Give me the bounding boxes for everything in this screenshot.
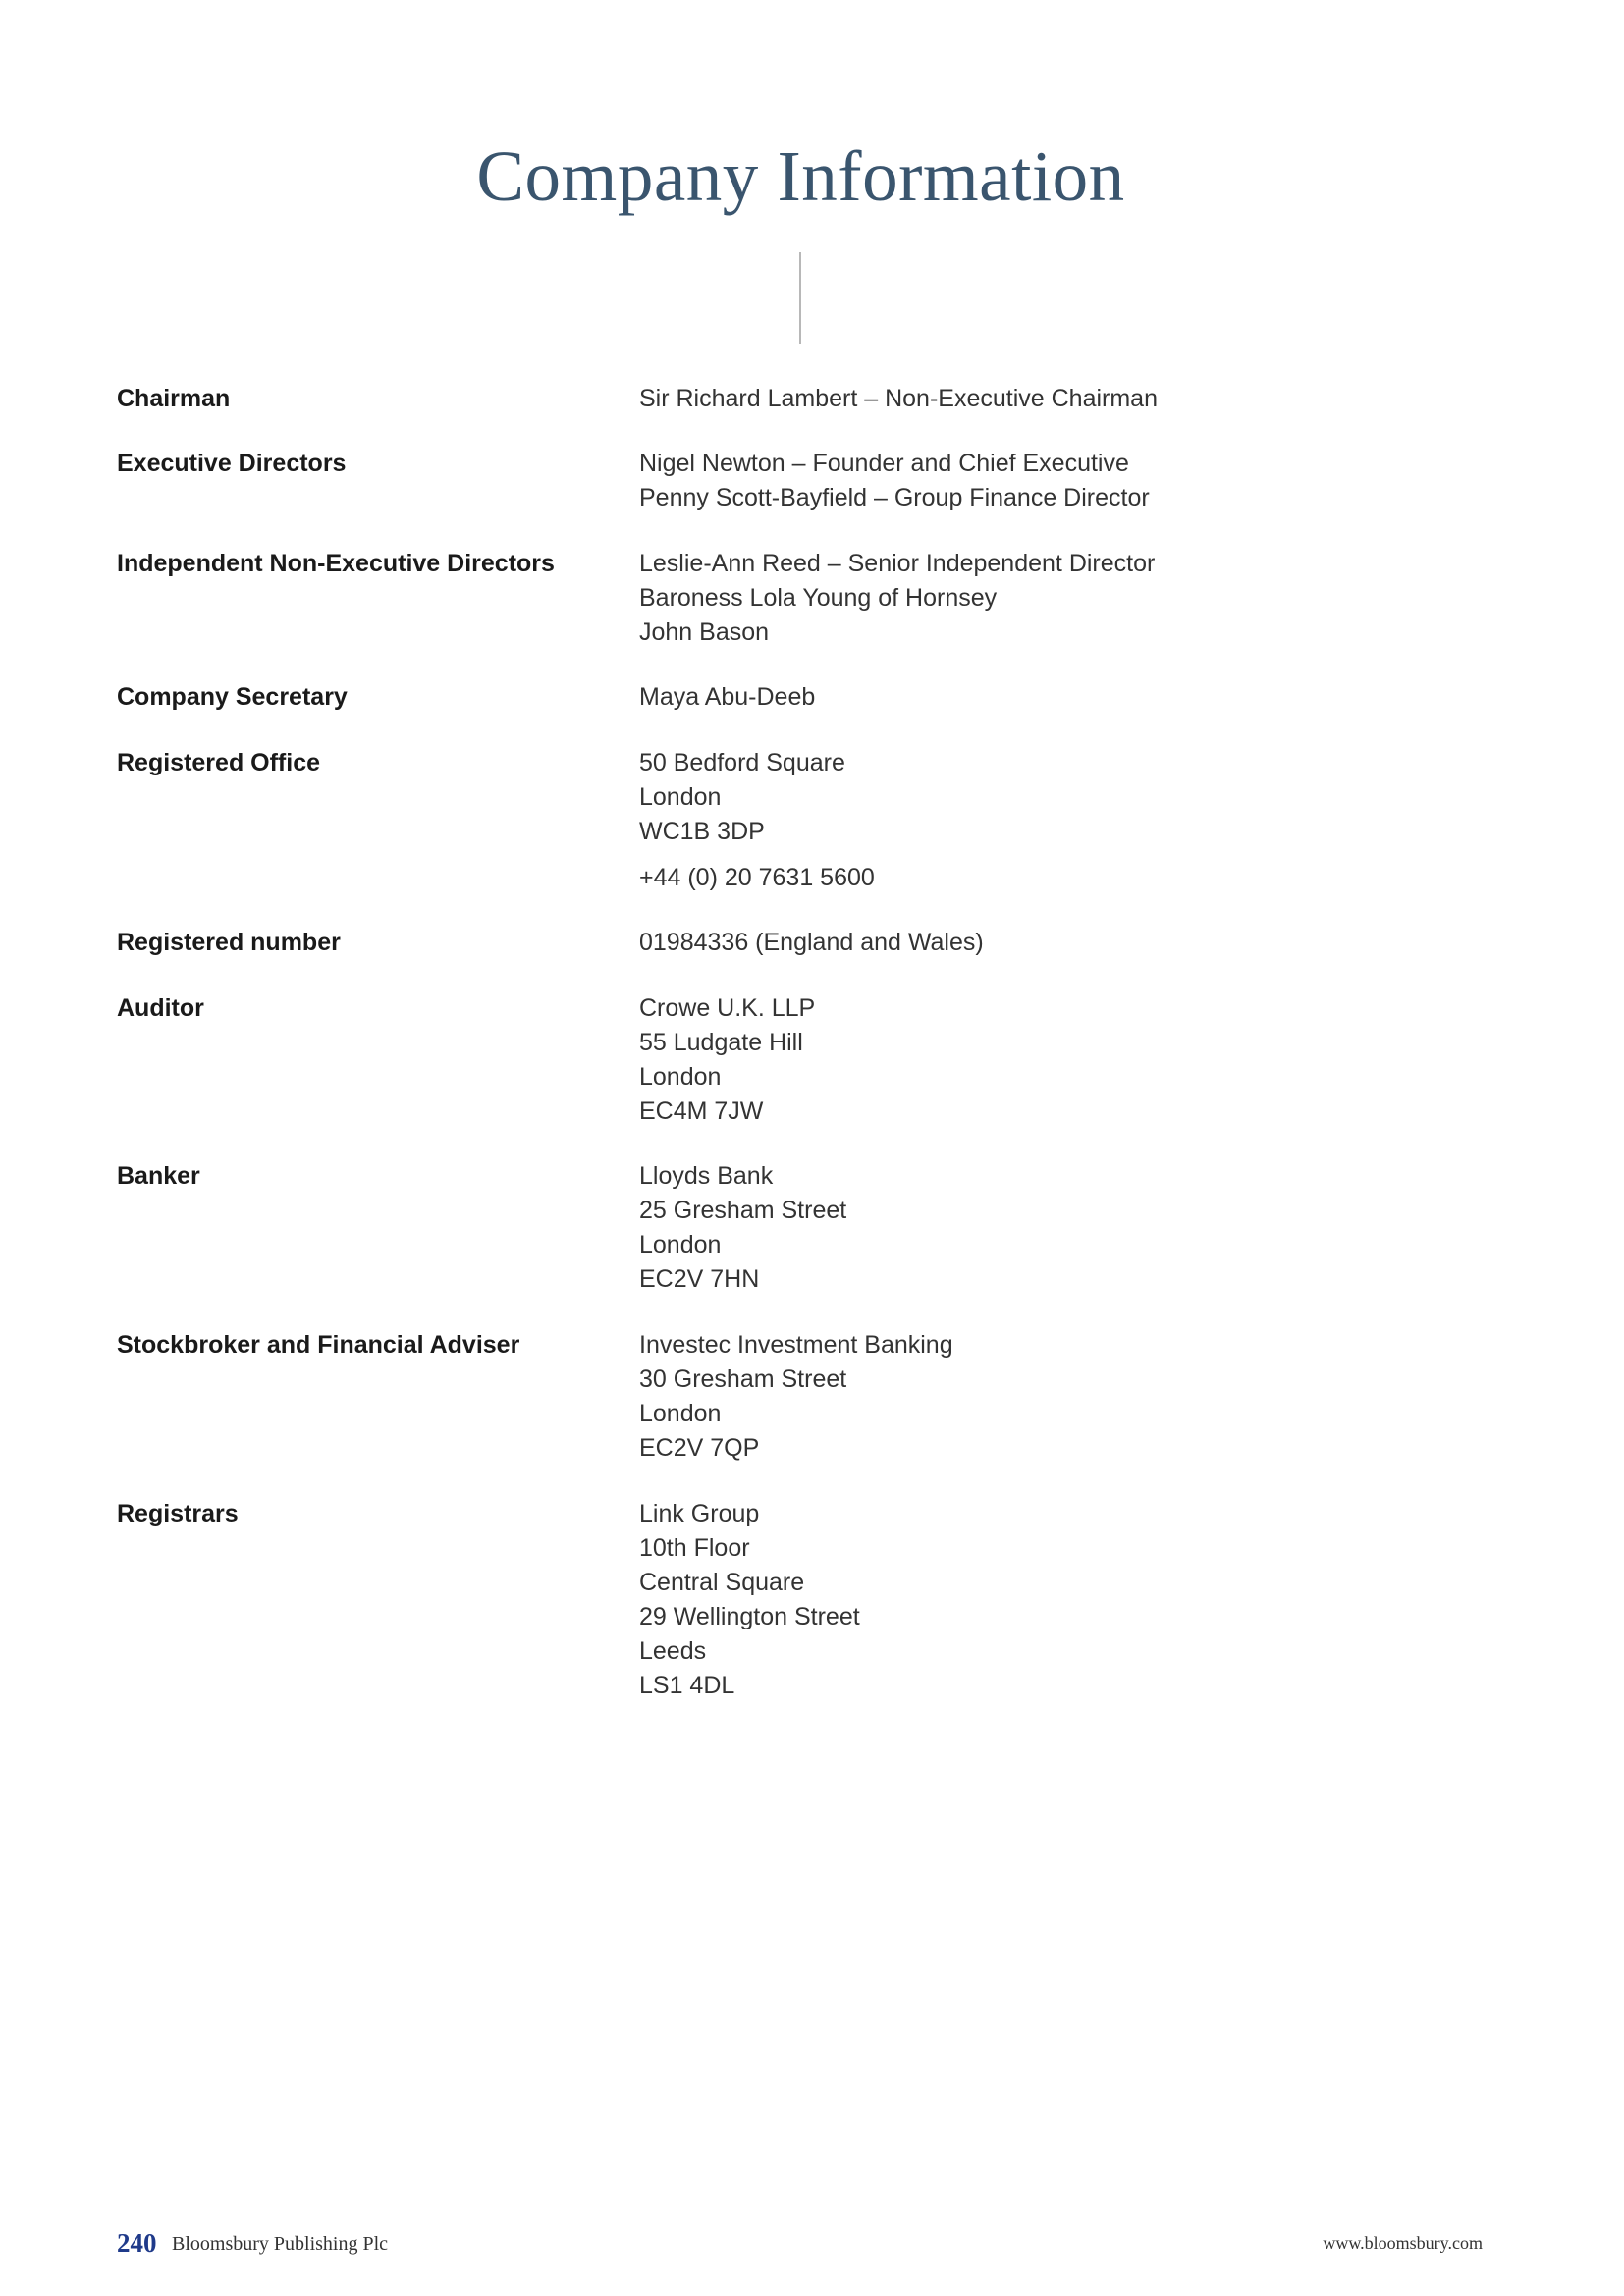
value-line: 10th Floor xyxy=(639,1534,750,1562)
section-values xyxy=(639,447,1150,515)
section-label: Registered Office xyxy=(117,749,321,776)
value-line: 50 Bedford Square xyxy=(639,749,845,776)
value-line: EC2V 7QP xyxy=(639,1434,760,1462)
value-line: London xyxy=(639,783,722,811)
value-line: 29 Wellington Street xyxy=(639,1603,860,1630)
value-line: EC4M 7JW xyxy=(639,1097,764,1125)
section-label: Registered number xyxy=(117,929,341,956)
value-line: Leeds xyxy=(639,1637,707,1665)
page-title: Company Information xyxy=(476,136,1125,216)
section-values xyxy=(639,1159,846,1297)
section-label: Executive Directors xyxy=(117,450,347,477)
section-values xyxy=(639,746,875,895)
value-line: 25 Gresham Street xyxy=(639,1197,847,1224)
value-line: Investec Investment Banking xyxy=(639,1331,953,1359)
value-line: Link Group xyxy=(639,1500,760,1527)
value-line: LS1 4DL xyxy=(639,1672,735,1699)
section-label: Registrars xyxy=(117,1500,239,1527)
section-label: Chairman xyxy=(117,385,231,412)
section-values xyxy=(639,547,1155,650)
section-label: Auditor xyxy=(117,994,204,1022)
value-line: London xyxy=(639,1063,722,1091)
value-line: 55 Ludgate Hill xyxy=(639,1029,803,1056)
footer-website: www.bloomsbury.com xyxy=(1323,2233,1483,2253)
value-line: Nigel Newton – Founder and Chief Executive xyxy=(639,450,1129,477)
section-values xyxy=(639,382,1158,416)
value-line: Baroness Lola Young of Hornsey xyxy=(639,584,998,612)
phone-number: +44 (0) 20 7631 5600 xyxy=(639,864,875,891)
value-line: 01984336 (England and Wales) xyxy=(639,929,984,956)
footer-company-name: Bloomsbury Publishing Plc xyxy=(172,2233,389,2255)
value-line: Maya Abu-Deeb xyxy=(639,683,816,711)
value-line: Crowe U.K. LLP xyxy=(639,994,816,1022)
value-line: 30 Gresham Street xyxy=(639,1365,847,1393)
value-line: WC1B 3DP xyxy=(639,818,765,845)
value-line: John Bason xyxy=(639,618,770,646)
page-number: 240 xyxy=(117,2228,157,2258)
value-line: Sir Richard Lambert – Non-Executive Chairman xyxy=(639,385,1158,412)
section-values xyxy=(639,926,984,960)
value-line: London xyxy=(639,1400,722,1427)
title-divider xyxy=(799,252,801,344)
section-label: Banker xyxy=(117,1162,200,1190)
section-values xyxy=(639,1328,953,1466)
value-line: Lloyds Bank xyxy=(639,1162,774,1190)
value-line: EC2V 7HN xyxy=(639,1265,760,1293)
value-line: Penny Scott-Bayfield – Group Finance Director xyxy=(639,484,1150,511)
section-label: Company Secretary xyxy=(117,683,348,711)
section-values xyxy=(639,1497,860,1703)
value-line: London xyxy=(639,1231,722,1258)
section-label: Independent Non-Executive Directors xyxy=(117,550,555,577)
value-line: Central Square xyxy=(639,1569,805,1596)
section-values xyxy=(639,991,815,1129)
value-line: Leslie-Ann Reed – Senior Independent Director xyxy=(639,550,1156,577)
section-values xyxy=(639,680,815,715)
section-label: Stockbroker and Financial Adviser xyxy=(117,1331,520,1359)
